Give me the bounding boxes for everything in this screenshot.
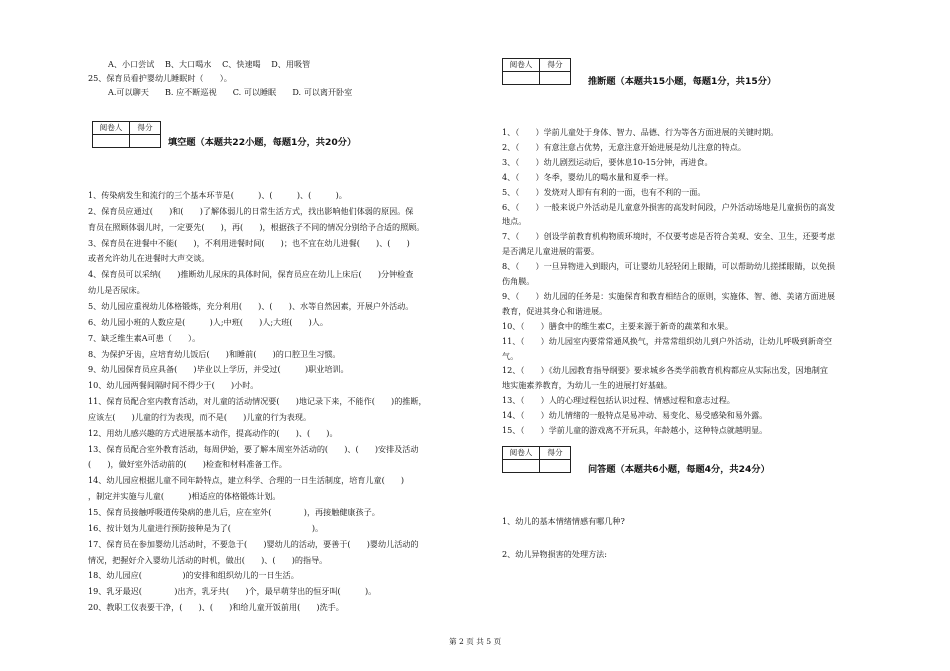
score-label: 得分 [539, 59, 570, 71]
question-line: 教育，促进其身心和谐进展。 [502, 305, 608, 316]
question-line: 10、幼儿园两餐间隔时间不得少于( )小时。 [88, 380, 259, 391]
question-line: 4、保育员可以采纳( )推断幼儿尿床的具体时间，保育员应在幼儿上床后( )分钟检查 [88, 269, 414, 280]
question-line: 情况，把握好介入婴幼儿活动的时机，做出( )、( )的指导。 [88, 554, 328, 565]
score-label: 得分 [129, 122, 160, 134]
qa-question-1: 1、幼儿的基本情绪情感有哪几种? [502, 516, 625, 526]
q24-options: A、小口尝试 B、大口喝水 C、快速喝 D、用吸管 [108, 59, 311, 69]
question-line: 15、保育员接触呼吸道传染病的患儿后，应在室外( )，再接触健康孩子。 [88, 507, 380, 517]
question-line: 15、（ ）学前儿童的游戏离不开玩具，年龄越小，这种特点就越明显。 [502, 425, 768, 435]
section-title-fill-blank: 填空题（本题共22小题，每题1分，共20分） [168, 137, 357, 148]
question-line: 7、缺乏维生素A可患（ ）。 [88, 332, 201, 343]
question-line: 7、（ ）创设学前教育机构物质环境时，不仅要考虑是否符合美观、安全、卫生，还要考虑 [502, 231, 835, 242]
question-line: 幼儿是否尿床。 [88, 285, 145, 296]
question-line: 应该左( )儿童的行为表现，而不是( )儿童的行为表现。 [88, 411, 312, 422]
question-line: 12、（ ）《幼儿园教育指导纲要》要求城乡各类学前教育机构都应从实际出发，因地制宜 [502, 365, 828, 376]
question-line: 9、（ ）幼儿园的任务是：实施保育和教育相结合的原则，实施体、智、德、美诸方面进展 [502, 290, 835, 301]
question-line: 4、（ ）冬季，婴幼儿的喝水量和夏季一样。 [502, 171, 674, 182]
question-line: 11、保育员配合室内教育活动，对儿童的活动情况要( )地记录下来，不能作( )的推断， [88, 396, 427, 407]
question-line: 13、（ ）人的心理过程包括认识过程、情感过程和意志过程。 [502, 395, 735, 406]
question-line: 3、（ ）幼儿剧烈运动后，要休息10-15分钟，再进食。 [502, 156, 713, 167]
question-line: 6、（ ）一般来说户外活动是儿童意外损害的高发时间段，户外活动场地是儿童损伤的高发 [502, 201, 835, 212]
reviewer-label: 阅卷人 [509, 448, 533, 457]
question-line: 育员在照顾体弱儿时，一定要先( )，再( )，根据孩子不同的情况分别给予合适的照顾。 [88, 221, 425, 232]
score-box [502, 446, 571, 473]
question-line: 19、乳牙最迟( )出齐，乳牙共( )个，最早萌芽出的恒牙叫( )。 [88, 586, 377, 597]
score-box [92, 121, 161, 148]
question-line: 6、幼儿园小班的人数应是( )人;中班( )人;大班( )人。 [88, 316, 328, 327]
question-line: 或者允许幼儿在进餐时大声交谈。 [88, 253, 210, 264]
question-line: 5、幼儿园应重视幼儿体格锻炼，充分利用( )、( )、水等自然因素，开展户外活动。 [88, 300, 414, 311]
section-title-qa: 问答题（本题共6小题，每题4分，共24分） [588, 464, 770, 475]
question-line: 13、保育员配合室外教育活动，每周伊始，要了解本周室外活动的( )、( )安排及活动 [88, 443, 419, 454]
question-line: 5、（ ）发烧对人即有有利的一面，也有不利的一面。 [502, 186, 706, 197]
question-line: 10、（ ）膳食中的维生素C，主要来源于新奇的蔬菜和水果。 [502, 320, 733, 331]
question-line: 14、幼儿园应根据儿童不同年龄特点，建立科学、合理的一日生活制度，培育儿童( ) [88, 475, 405, 486]
question-line: 18、幼儿园应( )的安排和组织幼儿的一日生活。 [88, 570, 299, 581]
q25-options: A.可以聊天 B. 应不断巡视 C. 可以睡眠 D. 可以离开卧室 [108, 87, 353, 97]
qa-question-2: 2、幼儿异物损害的处理方法: [502, 549, 608, 559]
question-line: 11、（ ）幼儿园室内要常常通风换气，并常常组织幼儿到户外活动，让幼儿呼吸到新奇空 [502, 335, 833, 346]
question-line: 9、幼儿园保育员应具备( )毕业以上学历，并受过( )职业培训。 [88, 364, 349, 375]
reviewer-label: 阅卷人 [509, 60, 533, 69]
question-line: 伤角膜。 [502, 276, 535, 286]
question-line: 3、保育员在进餐中不能( )，不利用进餐时间( )；也不宜在幼儿进餐( )、( ) [88, 237, 410, 248]
question-line: ( )，做好室外活动前的( )检查和材料准备工作。 [88, 459, 287, 470]
question-line: 地实施素养教育，为幼儿一生的进展打好基础。 [502, 380, 672, 391]
q25-stem: 25、保育员看护婴幼儿睡眠时（ ）。 [88, 73, 232, 83]
question-line: 8、（ ）一旦异物进入到眼内，可让婴幼儿轻轻闭上眼睛，可以帮助幼儿搓揉眼睛，以免损 [502, 261, 835, 272]
question-line: 地点。 [502, 216, 527, 227]
score-label: 得分 [539, 447, 570, 459]
question-line: 是否满足儿童进展的需要。 [502, 246, 600, 257]
page-footer: 第 2 页 共 5 页 [448, 637, 502, 646]
question-line: 12、用幼儿感兴趣的方式进展基本动作，提高动作的( )、( )。 [88, 427, 338, 438]
score-box [502, 58, 571, 85]
question-line: 8、为保护牙齿，应培育幼儿饭后( )和睡前( )的口腔卫生习惯。 [88, 348, 341, 359]
question-line: 气。 [502, 350, 519, 361]
question-line: 2、保育员应通过( )和( )了解体弱儿的日常生活方式，找出影响他们体弱的原因。保 [88, 205, 414, 216]
question-line: 14、（ ）幼儿情绪的一般特点是易冲动、易变化、易受感染和易外露。 [502, 410, 768, 421]
question-line: 16、按计划为儿童进行预防接种是为了( )。 [88, 522, 324, 533]
question-line: 17、保育员在参加婴幼儿活动时，不要急于( )婴幼儿的活动，要善于( )婴幼儿活动的 [88, 538, 419, 549]
question-line: 1、（ ）学前儿童处于身体、智力、品德、行为等各方面进展的关键时期。 [502, 127, 779, 137]
question-line: ，制定并实施与儿童( )相适应的体格锻炼计划。 [88, 491, 281, 502]
question-line: 2、（ ）有意注意占优势，无意注意开始进展是幼儿注意的特点。 [502, 141, 746, 152]
reviewer-label: 阅卷人 [99, 123, 123, 132]
question-line: 20、教职工仪表要干净，( )、( )和给儿童开饭前用( )洗手。 [88, 602, 344, 613]
question-line: 1、传染病发生和流行的三个基本环节是( )、( )、( )。 [88, 190, 347, 200]
section-title-judgment: 推断题（本题共15小题，每题1分，共15分） [588, 76, 777, 87]
